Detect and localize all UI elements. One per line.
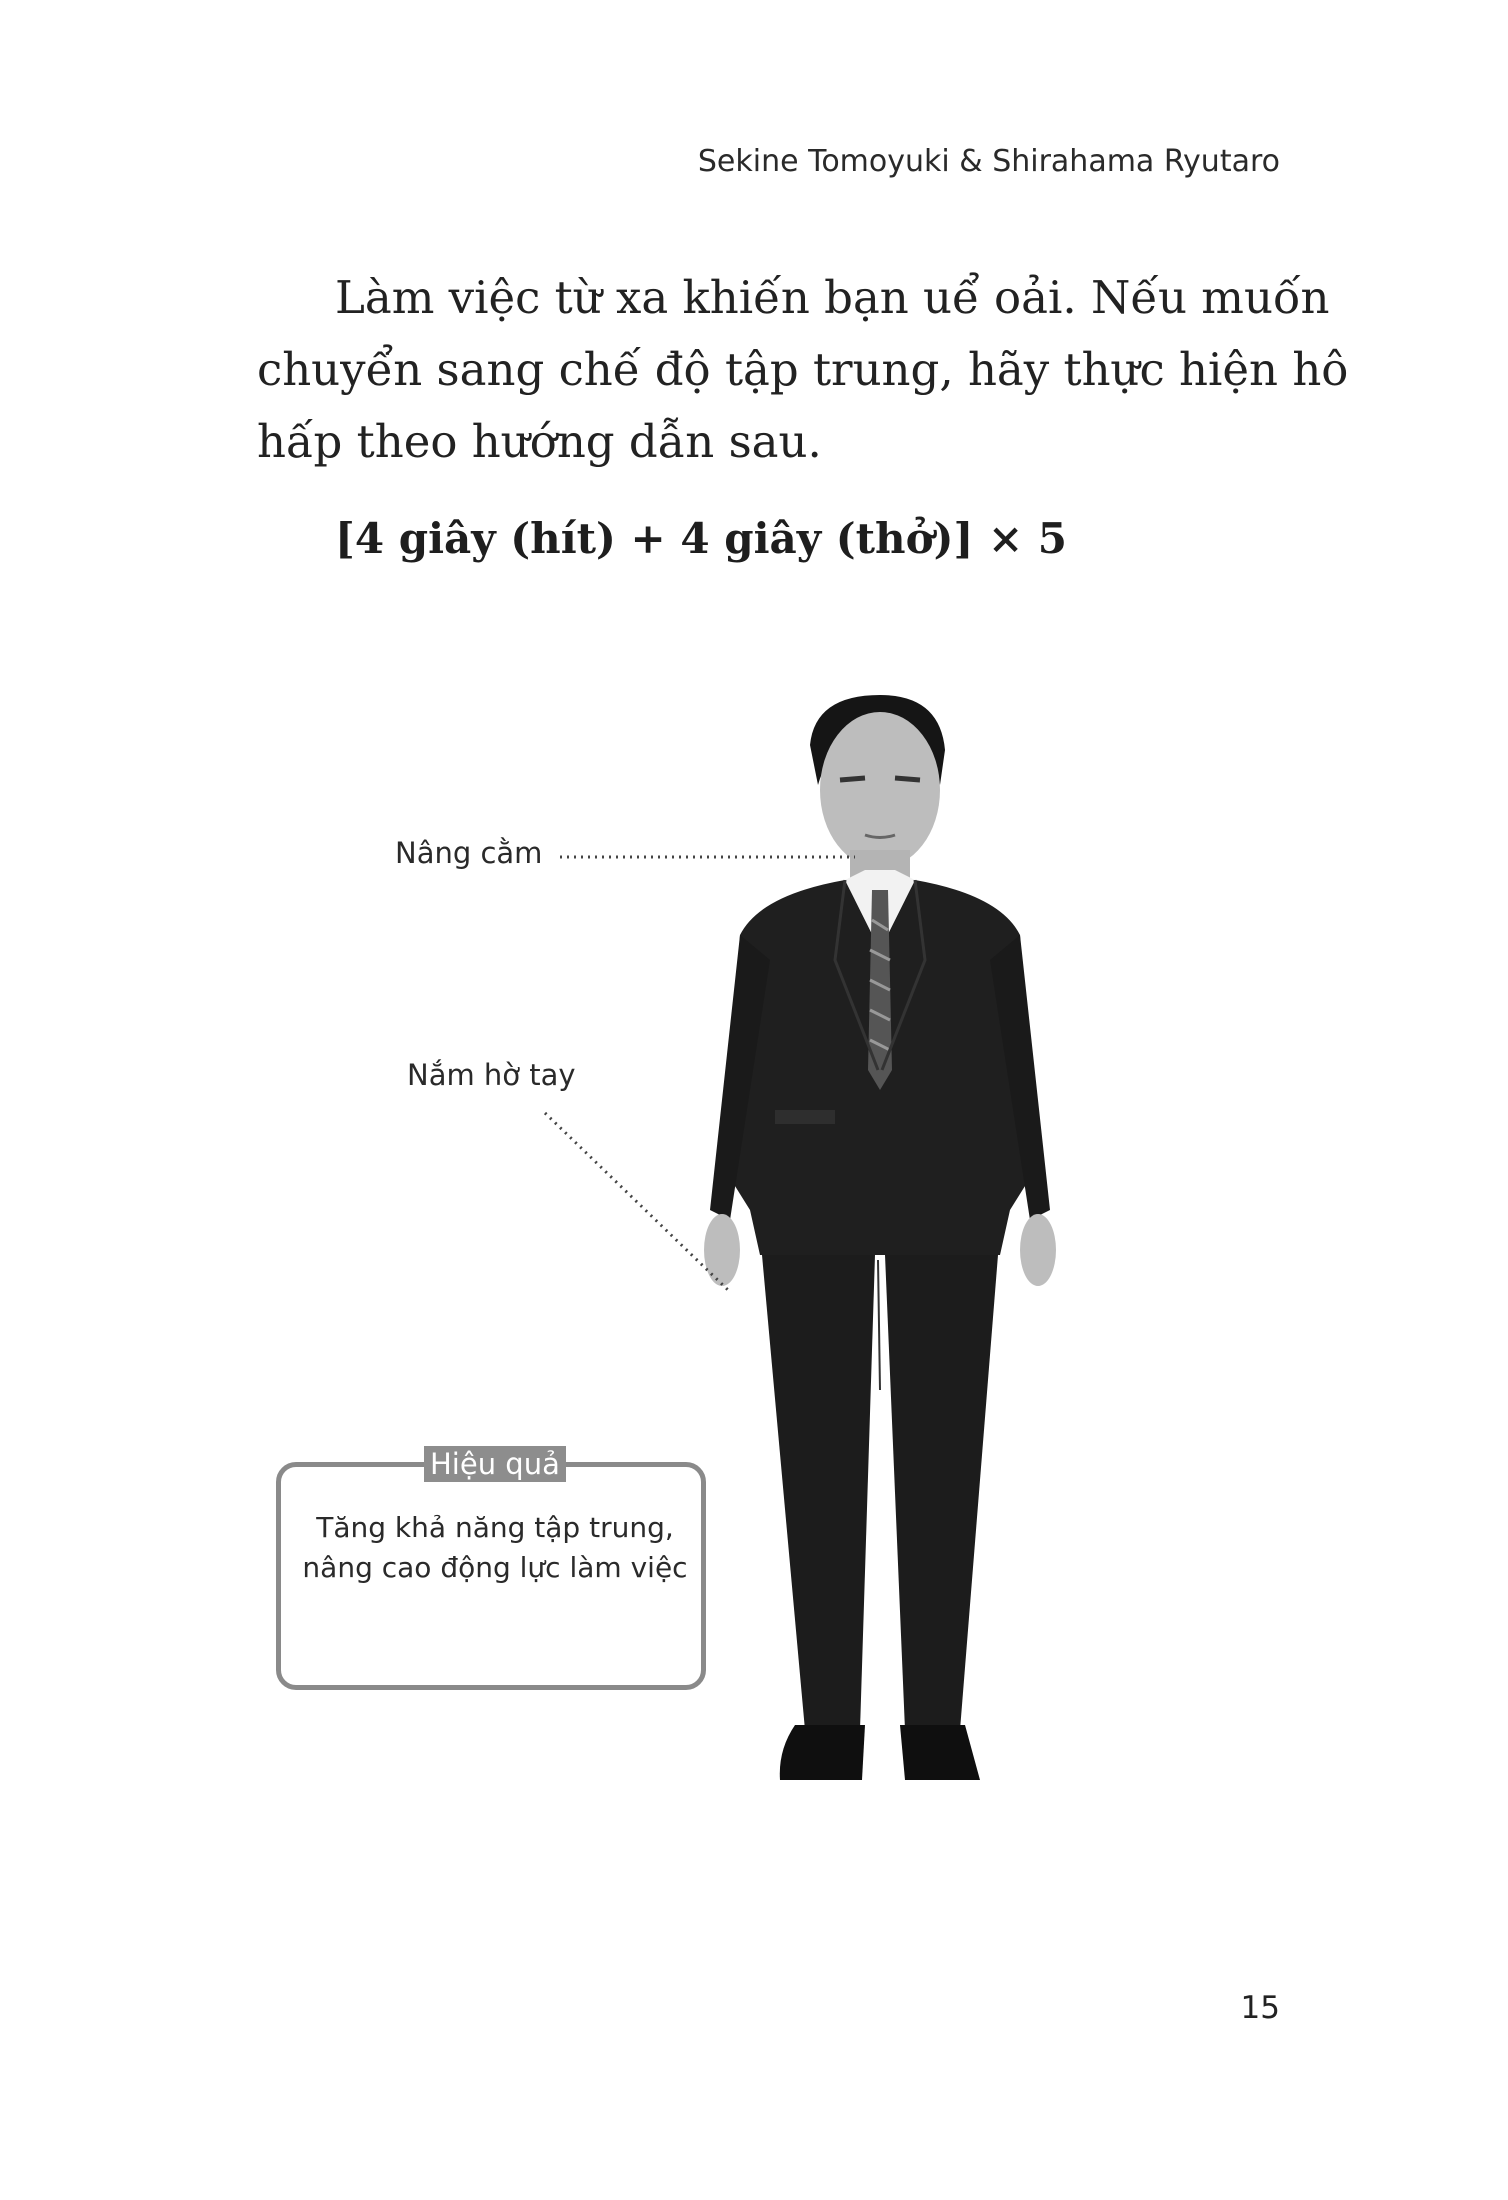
effect-line: nâng cao động lực làm việc [302, 1551, 688, 1584]
effect-box-title: Hiệu quả [424, 1446, 566, 1482]
chin-callout-label: Nâng cằm [395, 836, 543, 870]
breathing-formula: [4 giây (hít) + 4 giây (thở)] × 5 [335, 514, 1067, 563]
body-line: Làm việc từ xa khiến bạn uể oải. Nếu muốn [335, 271, 1330, 324]
body-line: hấp theo hướng dẫn sau. [257, 415, 822, 468]
effect-line: Tăng khả năng tập trung, [316, 1511, 674, 1544]
body-line: chuyển sang chế độ tập trung, hãy thực hiện hô [257, 343, 1349, 396]
hands-callout-label: Nắm hờ tay [407, 1058, 576, 1092]
running-header: Sekine Tomoyuki & Shirahama Ryutaro [697, 144, 1280, 179]
effect-box-text [290, 1508, 700, 1588]
page-number: 15 [1240, 1990, 1280, 2026]
